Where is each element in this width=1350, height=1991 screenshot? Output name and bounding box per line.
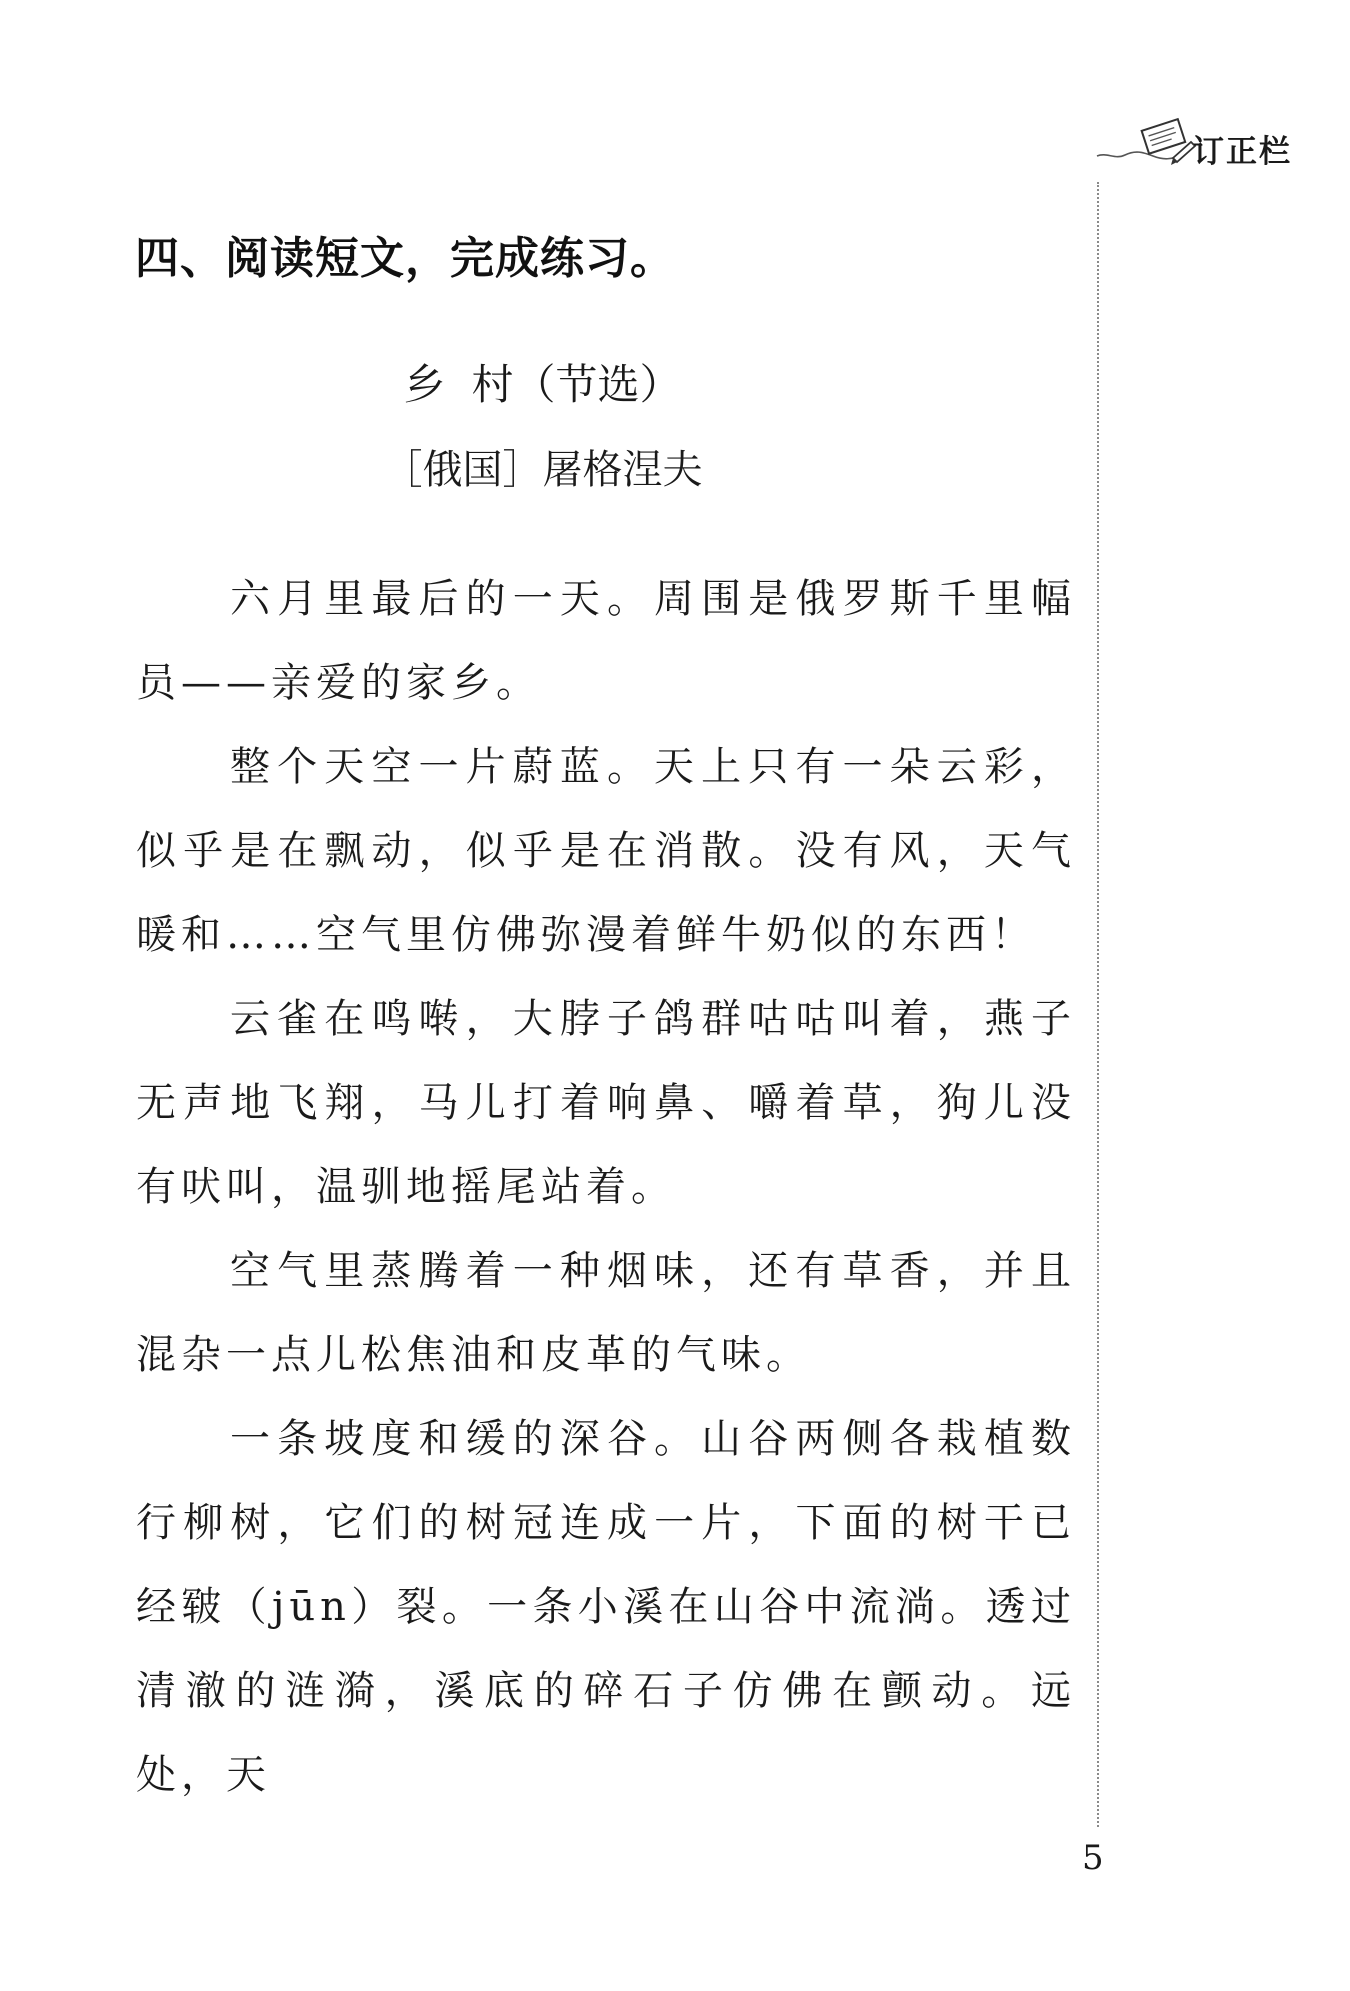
correction-column-header xyxy=(1095,112,1335,172)
correction-column-label: 订正栏 xyxy=(1193,134,1292,170)
paragraph: 六月里最后的一天。周围是俄罗斯千里幅员——亲爱的家乡。 xyxy=(136,576,1076,706)
title-suffix: （节选） xyxy=(513,360,682,409)
paragraph: 云雀在鸣啭，大脖子鸽群咕咕叫着，燕子无声地飞翔，马儿打着响鼻、嚼着草，狗儿没有吠叫，温驯地摇尾站着。 xyxy=(136,996,1076,1210)
title-part-1: 乡 xyxy=(403,360,446,409)
article-author: ［俄国］屠格涅夫 xyxy=(382,447,703,493)
section-heading: 四、阅读短文，完成练习。 xyxy=(135,233,675,284)
page-number: 5 xyxy=(1082,1838,1104,1878)
margin-divider xyxy=(1097,182,1099,1827)
article-title xyxy=(0,352,1085,412)
article-body xyxy=(136,557,1076,1817)
pencil-note-icon xyxy=(1095,112,1205,172)
title-part-2: 村 xyxy=(471,360,514,409)
paragraph: 整个天空一片蔚蓝。天上只有一朵云彩，似乎是在飘动，似乎是在消散。没有风，天气暖和……空气里仿佛弥漫着鲜牛奶似的东西！ xyxy=(136,744,1076,958)
paragraph: 空气里蒸腾着一种烟味，还有草香，并且混杂一点儿松焦油和皮革的气味。 xyxy=(136,1248,1076,1378)
paragraph: 一条坡度和缓的深谷。山谷两侧各栽植数行柳树，它们的树冠连成一片，下面的树干已经皲（jūn）裂。一条小溪在山谷中流淌。透过清澈的涟漪，溪底的碎石子仿佛在颤动。远处，天 xyxy=(136,1416,1076,1798)
